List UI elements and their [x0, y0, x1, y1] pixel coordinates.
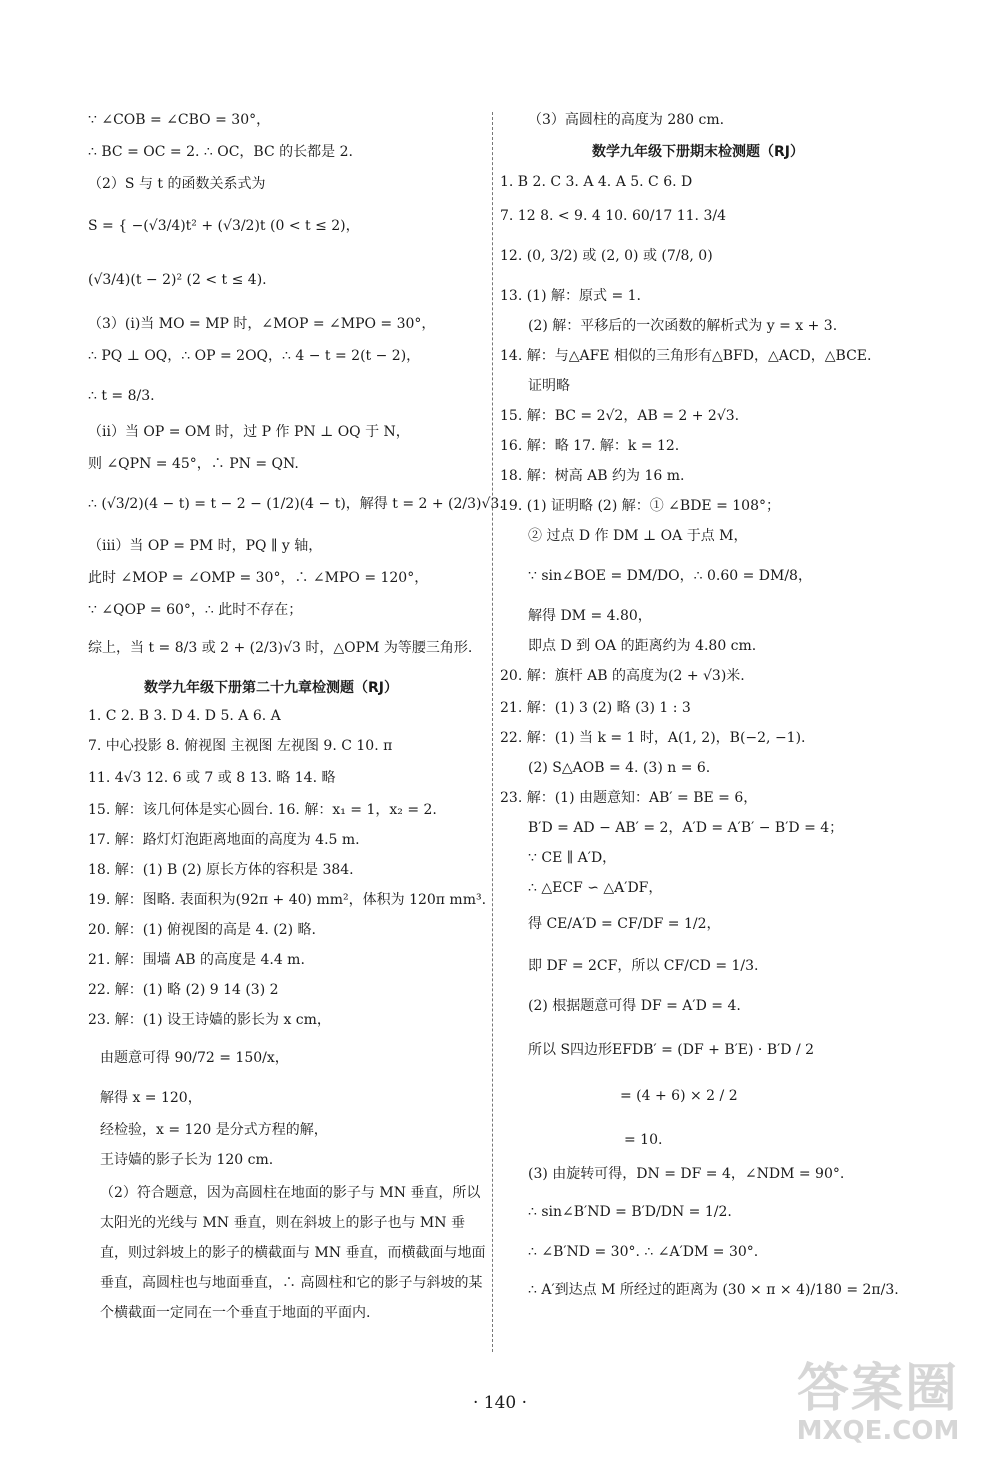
- text-line: = (4 + 6) × 2 / 2: [620, 1088, 738, 1104]
- text-line: 14. 解：与△AFE 相似的三角形有△BFD，△ACD，△BCE.: [500, 348, 872, 364]
- section-heading: 数学九年级下册期末检测题（RJ）: [592, 144, 804, 160]
- section-heading: 数学九年级下册第二十九章检测题（RJ）: [144, 680, 398, 696]
- text-line: （3）(ⅰ)当 MO = MP 时，∠MOP = ∠MPO = 30°，: [88, 316, 436, 332]
- text-line: 12. (0, 3/2) 或 (2, 0) 或 (7/8, 0): [500, 248, 713, 264]
- text-line: S = { −(√3/4)t² + (√3/2)t (0 < t ≤ 2)，: [88, 218, 360, 234]
- text-line: 16. 解：略 17. 解：k = 12.: [500, 438, 680, 454]
- text-line: 22. 解：(1) 当 k = 1 时，A(1, 2)，B(−2, −1).: [500, 730, 806, 746]
- text-line: 22. 解：(1) 略 (2) 9 14 (3) 2: [88, 982, 279, 998]
- text-line: 解得 DM = 4.80，: [528, 608, 652, 624]
- text-line: (√3/4)(t − 2)² (2 < t ≤ 4).: [88, 272, 267, 288]
- watermark-title: 答案圈: [796, 1359, 959, 1419]
- text-line: 王诗嫱的影子长为 120 cm.: [100, 1152, 274, 1168]
- text-line: （ⅱ）当 OP = OM 时，过 P 作 PN ⊥ OQ 于 N，: [88, 424, 410, 440]
- text-line: (2) 根据题意可得 DF = A′D = 4.: [528, 998, 741, 1014]
- text-line: ∴ PQ ⊥ OQ，∴ OP = 2OQ，∴ 4 − t = 2(t − 2)，: [88, 348, 421, 364]
- text-line: 所以 S四边形EFDB′ = (DF + B′E) · B′D / 2: [528, 1042, 815, 1058]
- text-line: ∴ sin∠B′ND = B′D/DN = 1/2.: [528, 1204, 732, 1220]
- text-line: 23. 解：(1) 由题意知：AB′ = BE = 6，: [500, 790, 758, 806]
- text-line: ∵ CE ∥ A′D，: [528, 850, 617, 866]
- watermark-url: MXQE.COM: [796, 1416, 960, 1446]
- text-line: 13. (1) 解：原式 = 1.: [500, 288, 641, 304]
- text-line: B′D = AD − AB′ = 2，A′D = A′B′ − B′D = 4；: [528, 820, 844, 836]
- text-line: ∴ ∠B′ND = 30°. ∴ ∠A′DM = 30°.: [528, 1244, 759, 1260]
- text-line: 由题意可得 90/72 = 150/x，: [100, 1050, 289, 1066]
- text-line: 得 CE/A′D = CF/DF = 1/2，: [528, 916, 721, 932]
- text-line: ∴ t = 8/3.: [88, 388, 155, 404]
- text-line: ② 过点 D 作 DM ⊥ OA 于点 M，: [528, 528, 748, 544]
- text-line: 15. 解：该几何体是实心圆台. 16. 解：x₁ = 1，x₂ = 2.: [88, 802, 437, 818]
- text-line: （3）高圆柱的高度为 280 cm.: [528, 112, 725, 128]
- text-line: 15. 解：BC = 2√2，AB = 2 + 2√3.: [500, 408, 740, 424]
- text-line: 则 ∠QPN = 45°，∴ PN = QN.: [88, 456, 299, 472]
- text-line: 此时 ∠MOP = ∠OMP = 30°，∴ ∠MPO = 120°，: [88, 570, 429, 586]
- text-line: 经检验，x = 120 是分式方程的解，: [100, 1122, 328, 1138]
- text-line: = 10.: [624, 1132, 663, 1148]
- text-line: (2) S△AOB = 4. (3) n = 6.: [528, 760, 711, 776]
- text-line: 解得 x = 120，: [100, 1090, 202, 1106]
- text-line: 20. 解：旗杆 AB 的高度为(2 + √3)米.: [500, 668, 745, 684]
- watermark-logo: [778, 1361, 978, 1445]
- text-line: 即点 D 到 OA 的距离约为 4.80 cm.: [528, 638, 757, 654]
- text-line: ∵ ∠COB = ∠CBO = 30°，: [88, 112, 271, 128]
- text-line: 21. 解：围墙 AB 的高度是 4.4 m.: [88, 952, 305, 968]
- column-divider: [492, 112, 493, 1352]
- text-line: 18. 解：(1) B (2) 原长方体的容积是 384.: [88, 862, 354, 878]
- text-line: ∴ A′到达点 M 所经过的距离为 (30 × π × 4)/180 = 2π/3.: [528, 1282, 899, 1298]
- text-line: 17. 解：路灯灯泡距离地面的高度为 4.5 m.: [88, 832, 360, 848]
- text-line: 综上，当 t = 8/3 或 2 + (2/3)√3 时，△OPM 为等腰三角形.: [88, 640, 473, 656]
- text-line: ∵ sin∠BOE = DM/DO，∴ 0.60 = DM/8，: [528, 568, 812, 584]
- text-line: 20. 解：(1) 俯视图的高是 4. (2) 略.: [88, 922, 316, 938]
- text-line: 18. 解：树高 AB 约为 16 m.: [500, 468, 685, 484]
- text-line: 21. 解：(1) 3 (2) 略 (3) 1 : 3: [500, 700, 691, 716]
- text-line: ∵ ∠QOP = 60°，∴ 此时不存在；: [88, 602, 303, 618]
- text-line: （2）S 与 t 的函数关系式为: [88, 176, 266, 192]
- text-line: 7. 12 8. < 9. 4 10. 60/17 11. 3/4: [500, 208, 726, 224]
- text-line: (3) 由旋转可得，DN = DF = 4，∠NDM = 90°.: [528, 1166, 845, 1182]
- text-line: 即 DF = 2CF，所以 CF/CD = 1/3.: [528, 958, 759, 974]
- text-line: 7. 中心投影 8. 俯视图 主视图 左视图 9. C 10. π: [88, 738, 393, 754]
- text-line: (2) 解：平移后的一次函数的解析式为 y = x + 3.: [528, 318, 838, 334]
- text-line: （ⅲ）当 OP = PM 时，PQ ∥ y 轴，: [88, 538, 323, 554]
- text-line: ∴ (√3/2)(4 − t) = t − 2 − (1/2)(4 − t)，解得 t = 2 + (2/3)√3.: [88, 496, 504, 512]
- text-line: ∴ △ECF ∽ △A′DF，: [528, 880, 663, 896]
- text-line: 23. 解：(1) 设王诗嫱的影长为 x cm，: [88, 1012, 331, 1028]
- text-line: 11. 4√3 12. 6 或 7 或 8 13. 略 14. 略: [88, 770, 336, 786]
- text-line: ∴ BC = OC = 2. ∴ OC，BC 的长都是 2.: [88, 144, 353, 160]
- page-number: · 140 ·: [472, 1393, 528, 1413]
- text-line: 19. 解：图略. 表面积为(92π + 40) mm²，体积为 120π mm³.: [88, 892, 487, 908]
- text-line: 19. (1) 证明略 (2) 解：① ∠BDE = 108°；: [500, 498, 780, 514]
- text-line: 1. B 2. C 3. A 4. A 5. C 6. D: [500, 174, 693, 190]
- text-paragraph: （2）符合题意，因为高圆柱在地面的影子与 MN 垂直，所以太阳光的光线与 MN 垂直，则在斜坡上的影子也与 MN 垂直，则过斜坡上的影子的横截面与 MN 垂直，而横截面与地面垂直，高圆柱也与地面垂直，∴ 高圆柱和它的影子与斜坡的某个横截面一定同在一个垂直于地面的平面内.: [100, 1185, 486, 1321]
- text-line: 1. C 2. B 3. D 4. D 5. A 6. A: [88, 708, 281, 724]
- text-line: 证明略: [528, 378, 570, 394]
